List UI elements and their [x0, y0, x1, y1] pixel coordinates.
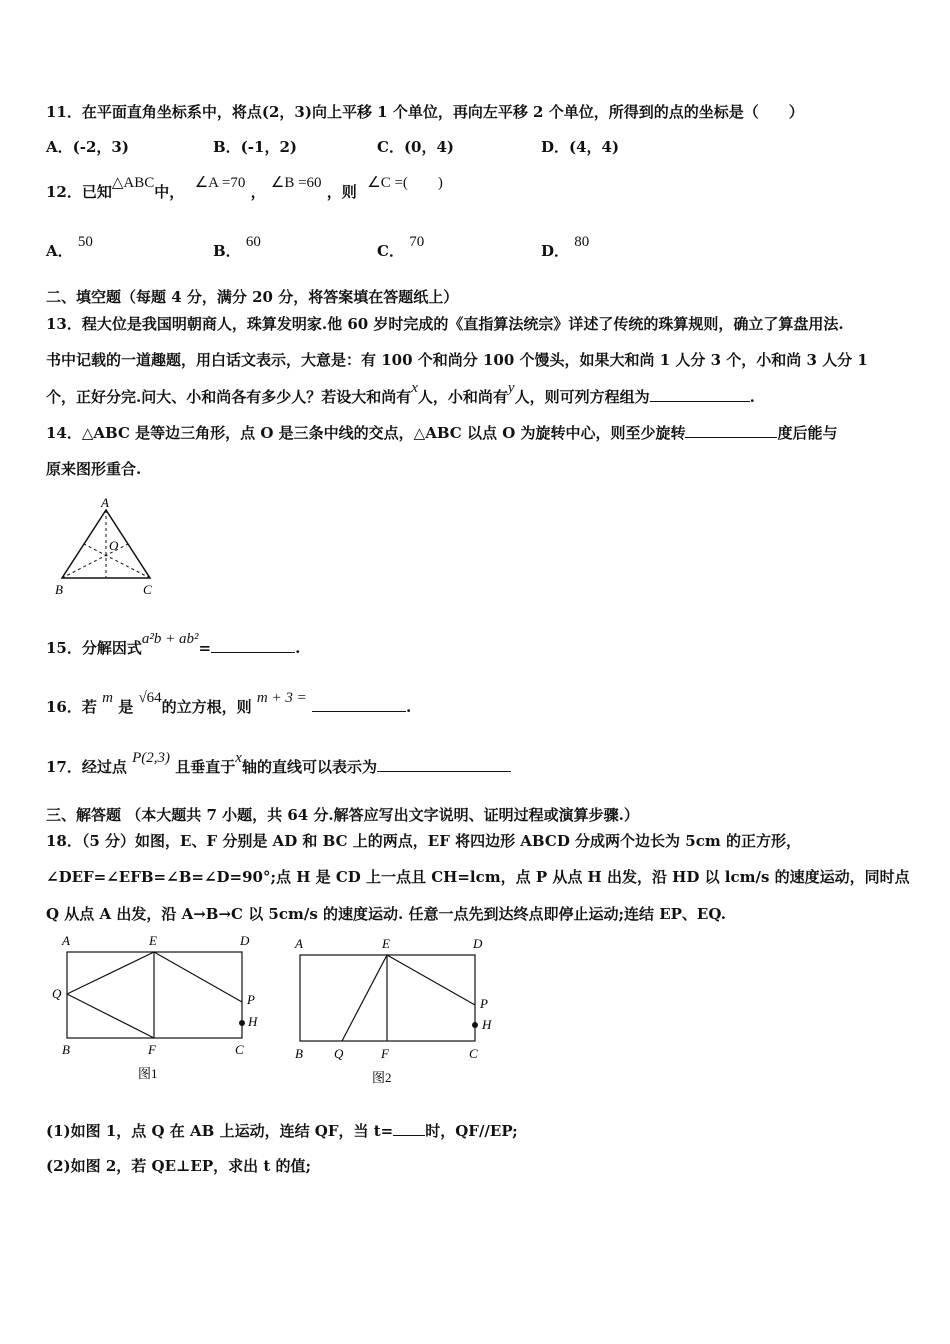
q11-option-d: D．(4，4) — [541, 138, 620, 156]
fig1-caption: 图1 — [138, 1066, 158, 1081]
q16-line — [46, 690, 412, 718]
q18-line-2: ∠DEF=∠EFB=∠B=∠D=90°;点 H 是 CD 上一点且 CH=lcm，点 P 从点 H 出发，沿 HD 以 lcm/s 的速度运动，同时点 — [46, 868, 910, 886]
q13-line-3c: 人，则可列方程组为 — [514, 388, 650, 406]
q13-line-1: 13．程大位是我国明朝商人，珠算发明家.他 60 岁时完成的《直指算法统宗》详述了传统的珠算规则，确立了算盘用法. — [46, 315, 844, 333]
q15-expression: a²b + ab² — [141, 631, 199, 647]
q15-prefix: 15．分解因式 — [46, 639, 142, 657]
q18-figure-1 — [52, 930, 266, 1090]
q12-option-d-label: D． — [541, 242, 570, 260]
q11-option-b: B．(-1，2) — [213, 138, 297, 156]
q12-option-b — [213, 234, 261, 261]
q16-prefix: 16．若 — [46, 698, 97, 716]
q11-option-a: A．(-2，3) — [46, 138, 129, 156]
q14-line-1 — [46, 423, 838, 443]
q16-is: 是 — [118, 698, 134, 716]
q15-line — [46, 631, 301, 659]
fig2-label-a: A — [295, 936, 303, 951]
fig1-label-d: D — [240, 933, 250, 948]
fig1-label-c: C — [235, 1042, 244, 1057]
q16-end: . — [405, 698, 412, 716]
fig1-label-b: B — [62, 1042, 70, 1057]
q15-end: . — [295, 639, 301, 657]
q12-option-d — [541, 234, 590, 261]
fig2-label-b: B — [295, 1046, 303, 1061]
q12-option-c-value: 70 — [409, 234, 425, 250]
section-3-heading: 三、解答题 （本大题共 7 小题，共 64 分.解答应写出文字说明、证明过程或演算步骤.） — [46, 806, 639, 824]
q12-comma: ， — [250, 183, 266, 201]
q17-suffix: 轴的直线可以表示为 — [241, 758, 377, 776]
q14-answer-blank[interactable] — [685, 423, 777, 438]
fig2-point-h — [472, 1022, 478, 1028]
q12-prefix: 12．已知 — [46, 183, 112, 201]
q17-line — [46, 750, 511, 778]
q12-option-d-value: 80 — [574, 234, 590, 250]
fig1-point-h — [239, 1020, 245, 1026]
q16-expression: m + 3 = — [256, 690, 307, 706]
q16-root: √64 — [138, 690, 162, 706]
q12-option-c — [377, 234, 425, 261]
q14-label-b: B — [55, 582, 63, 597]
fig1-label-a: A — [62, 933, 70, 948]
q17-mid: 且垂直于 — [175, 758, 236, 776]
q14-label-a: A — [101, 495, 109, 510]
fig2-label-c: C — [469, 1046, 478, 1061]
fig1-label-q: Q — [52, 986, 62, 1001]
q18-part-2: (2)如图 2，若 QE⊥EP，求出 t 的值; — [46, 1157, 312, 1175]
q16-var-m: m — [102, 690, 113, 706]
fig2-label-d: D — [473, 936, 483, 951]
q15-answer-blank[interactable] — [211, 638, 295, 653]
q17-var-x: x — [235, 750, 242, 766]
section-2-heading: 二、填空题（每题 4 分，满分 20 分，将答案填在答题纸上） — [46, 288, 459, 306]
q13-var-x: x — [411, 380, 418, 396]
q13-var-y: y — [507, 380, 515, 396]
q12-option-c-label: C． — [377, 242, 404, 260]
q12-option-a — [46, 234, 93, 261]
fig2-label-q: Q — [334, 1046, 344, 1061]
fig1-label-p: P — [247, 992, 255, 1007]
q13-line-3a: 个，正好分完.问大、小和尚各有多少人？若设大和尚有 — [46, 388, 412, 406]
fig1-label-e: E — [149, 933, 157, 948]
q12-then: ，则 — [326, 183, 357, 201]
q12-angle-a: ∠A =70 — [194, 175, 246, 191]
q13-answer-blank[interactable] — [650, 387, 750, 402]
q12-mid: 中， — [154, 183, 185, 201]
q18-figure-2 — [286, 930, 508, 1092]
q18-part-1b: 时，QF//EP; — [425, 1122, 518, 1140]
q18-part-1 — [46, 1121, 518, 1141]
q12-triangle: △ABC — [111, 175, 155, 191]
q14-triangle-figure — [50, 494, 162, 600]
q13-line-3 — [46, 380, 755, 408]
q18-line-3: Q 从点 A 出发，沿 A→B→C 以 5cm/s 的速度运动. 任意一点先到达终点即停止运动;连结 EP、EQ. — [46, 905, 726, 923]
q12-option-a-label: A． — [46, 242, 73, 260]
q13-end: . — [749, 388, 755, 406]
fig1-label-f: F — [148, 1042, 156, 1057]
q16-answer-blank[interactable] — [312, 697, 406, 712]
fig2-label-h: H — [482, 1017, 492, 1032]
fig1-label-h: H — [248, 1014, 258, 1029]
q12-option-b-value: 60 — [245, 234, 261, 250]
fig2-label-e: E — [382, 936, 390, 951]
q12-stem — [46, 175, 443, 203]
fig2-caption: 图2 — [372, 1070, 392, 1085]
q12-angle-b: ∠B =60 — [270, 175, 322, 191]
q17-prefix: 17．经过点 — [46, 758, 127, 776]
q14-label-o: O — [109, 538, 119, 553]
fig2-label-f: F — [381, 1046, 389, 1061]
q17-answer-blank[interactable] — [377, 757, 511, 772]
fig2-label-p: P — [480, 996, 488, 1011]
q18-part-1a: (1)如图 1，点 Q 在 AB 上运动，连结 QF，当 t= — [46, 1122, 394, 1140]
q12-option-b-label: B． — [213, 242, 241, 260]
q17-point: P(2,3) — [132, 750, 171, 766]
q14-line-1a: 14．△ABC 是等边三角形，点 O 是三条中线的交点，△ABC 以点 O 为旋转中心，则至少旋转 — [46, 424, 686, 442]
q13-line-3b: 人，小和尚有 — [417, 388, 508, 406]
q11-stem: 11．在平面直角坐标系中，将点(2，3)向上平移 1 个单位，再向左平移 2 个单位，所得到的点的坐标是（ ） — [46, 103, 804, 121]
q18-line-1: 18．（5 分）如图，E、F 分别是 AD 和 BC 上的两点，EF 将四边形 ABCD 分成两个边长为 5cm 的正方形， — [46, 832, 801, 850]
q15-equals: = — [198, 639, 212, 657]
q14-line-2: 原来图形重合. — [46, 460, 142, 478]
q12-angle-c: ∠C =( ) — [367, 175, 443, 191]
q12-option-a-value: 50 — [77, 234, 93, 250]
q14-line-1b: 度后能与 — [777, 424, 838, 442]
q14-label-c: C — [143, 582, 152, 597]
q18-part-1-blank[interactable] — [393, 1121, 425, 1136]
q11-option-c: C．(0，4) — [377, 138, 455, 156]
q13-line-2: 书中记载的一道趣题，用白话文表示，大意是：有 100 个和尚分 100 个馒头，如果大和尚 1 人分 3 个，小和尚 3 人分 1 — [46, 351, 868, 369]
q16-mid: 的立方根，则 — [161, 698, 252, 716]
